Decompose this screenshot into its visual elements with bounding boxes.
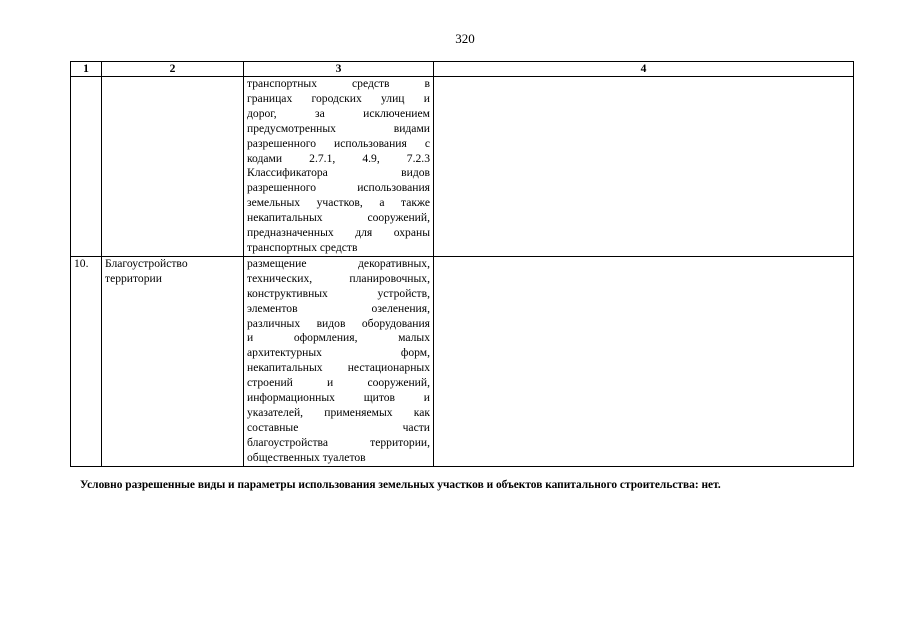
use-name-line: Благоустройство (105, 256, 188, 270)
description-line: Классификатора видов (247, 166, 430, 180)
description-line: транспортных средств (247, 240, 358, 254)
description-line: благоустройства территории, (247, 435, 430, 449)
description-line: архитектурных форм, (247, 346, 430, 360)
description-line: элементов озеленения, (247, 301, 430, 315)
description-line: некапитальных нестационарных (247, 361, 430, 375)
description-line: составные части (247, 420, 430, 434)
use-description-cell (244, 77, 434, 257)
description-line: различных видов оборудования (247, 316, 430, 330)
use-name-cell (102, 77, 244, 257)
description-line: границах городских улиц и (247, 91, 430, 105)
column-header-1: 1 (71, 62, 102, 77)
column-header-3: 3 (244, 62, 434, 77)
page-number: 320 (455, 31, 475, 46)
use-description-cell (244, 256, 434, 466)
parameters-cell (434, 256, 854, 466)
description-line: строений и сооружений, (247, 376, 430, 390)
column-header-4: 4 (434, 62, 854, 77)
description-line: конструктивных устройств, (247, 286, 430, 300)
description-line: технических, планировочных, (247, 271, 430, 285)
description-line: информационных щитов и (247, 391, 430, 405)
column-header-2: 2 (102, 62, 244, 77)
description-line: некапитальных сооружений, (247, 211, 430, 225)
description-line: указателей, применяемых как (247, 405, 430, 419)
parameters-cell (434, 77, 854, 257)
description-line: разрешенного использования (247, 181, 430, 195)
description-line: и оформления, малых (247, 331, 430, 345)
row-number-cell: 10. (71, 256, 102, 466)
description-line: земельных участков, а также (247, 196, 430, 210)
use-name-line: территории (105, 271, 162, 285)
description-line: транспортных средств в (247, 77, 430, 90)
use-name-cell (102, 256, 244, 466)
table-row (71, 77, 854, 257)
description-line: общественных туалетов (247, 450, 366, 464)
description-line: предназначенных для охраны (247, 226, 430, 240)
description-line: дорог, за исключением (247, 106, 430, 120)
table-header-row (71, 62, 854, 77)
description-line: разрешенного использования с (247, 136, 430, 150)
conditional-uses-note: Условно разрешенные виды и параметры использования земельных участков и объектов капитального строительства: нет. (80, 479, 721, 491)
description-line: предусмотренных видами (247, 121, 430, 135)
description-line: кодами 2.7.1, 4.9, 7.2.3 (247, 151, 430, 165)
row-number-cell (71, 77, 102, 257)
table-row (71, 256, 854, 466)
description-line: размещение декоративных, (247, 256, 430, 270)
land-use-table (70, 61, 854, 467)
